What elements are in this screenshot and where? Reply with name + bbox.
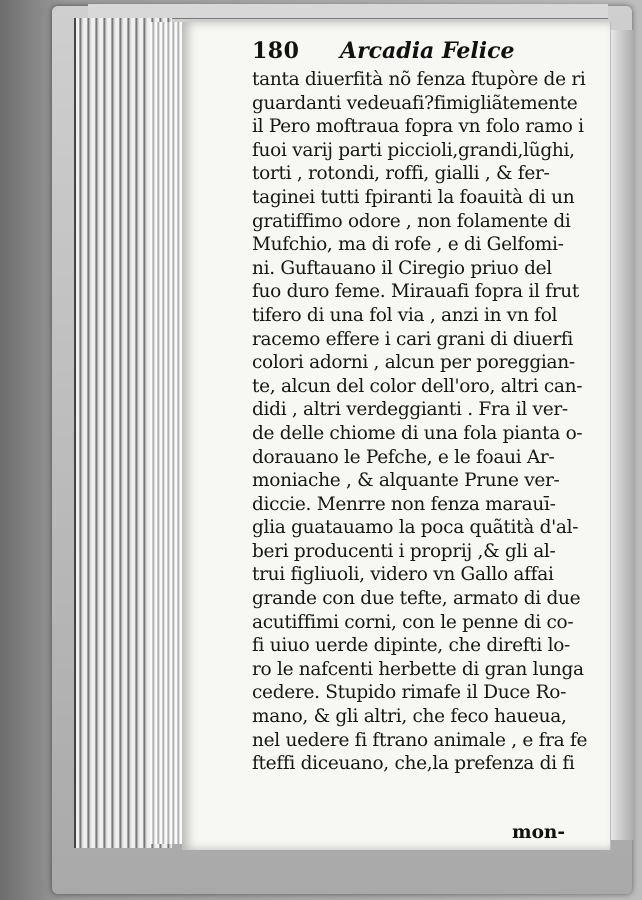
text-line: didi , altri verdeggianti . Fra il ver- — [252, 399, 568, 421]
text-line: nel uedere fi ftrano animale , e fra fe — [252, 729, 588, 751]
text-line: il Pero moftraua fopra vn folo ramo i — [252, 116, 584, 138]
book-spine-top — [88, 4, 608, 19]
text-line: cedere. Stupido rimafe il Duce Ro- — [252, 682, 567, 704]
text-line: dorauano le Pefche, e le foaui Ar- — [252, 446, 555, 468]
text-line: gratiffimo odore , non folamente di — [252, 210, 571, 232]
text-line: acutiffimi corni, con le penne di co- — [252, 611, 574, 633]
text-line: glia guatauamo la poca quãtità d'al- — [252, 517, 579, 539]
page-header — [252, 38, 592, 64]
page-number: 180 — [252, 38, 300, 64]
text-line: racemo effere i cari grani di diuerfi — [252, 328, 574, 350]
running-title: Arcadia Felice — [340, 38, 515, 64]
text-line: fuoi varij parti piccioli,grandi,lũghi, — [252, 139, 575, 161]
catchword: mon- — [512, 822, 566, 843]
text-line: beri producenti i proprij ,& gli al- — [252, 540, 556, 562]
text-line: fi uiuo uerde dipinte, che direfti lo- — [252, 635, 571, 657]
text-line: ro le nafcenti herbette di gran lunga — [252, 658, 584, 680]
text-line: taginei tutti fpiranti la foauità di un — [252, 186, 575, 208]
book-page — [182, 22, 611, 850]
text-line: colori adorni , alcun per poreggian- — [252, 352, 575, 374]
text-line: fuo duro feme. Mirauafi fopra il frut — [252, 281, 580, 303]
text-line: de delle chiome di una fola pianta o- — [252, 422, 583, 444]
text-line: guardanti vedeuafi?fimigliãtemente — [252, 92, 578, 114]
text-line: tanta diuerfità nõ fenza ftupòre de ri — [252, 69, 586, 90]
text-line: moniache , & alquante Prune ver- — [252, 470, 560, 492]
text-line: fteffi diceuano, che,la prefenza di fi — [252, 753, 575, 775]
text-line: tifero di una fol via , anzi in vn fol — [252, 304, 558, 326]
text-line: grande con due tefte, armato di due — [252, 588, 581, 610]
text-line: trui figliuoli, videro vn Gallo affai — [252, 564, 554, 586]
text-line: torti , rotondi, roffi, gialli , & fer- — [252, 163, 550, 185]
text-line: ni. Guftauano il Ciregio priuo del — [252, 257, 552, 279]
page-edges-right — [610, 30, 634, 840]
text-line: diccie. Menrre non fenza marauī- — [252, 493, 556, 515]
text-line: mano, & gli altri, che feco haueua, — [252, 706, 567, 728]
text-line: Mufchio, ma di rofe , e di Gelfomi- — [252, 234, 564, 256]
text-line: te, alcun del color dell'oro, altri can- — [252, 375, 583, 397]
body-text — [252, 68, 592, 776]
